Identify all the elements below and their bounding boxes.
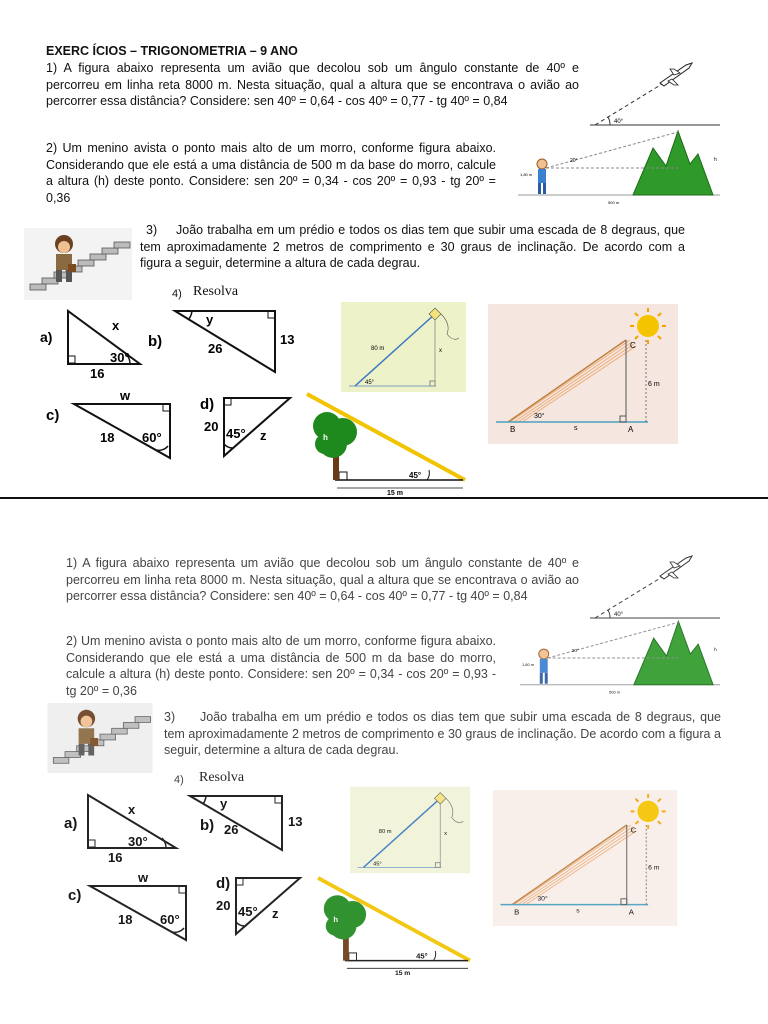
sun-figure — [488, 304, 678, 444]
hill-h-label: h — [714, 648, 717, 654]
section-divider — [0, 497, 768, 499]
question-4-number: 4) — [172, 288, 182, 300]
triangle-d-side: 20 — [204, 419, 219, 434]
sun-s-label: s — [574, 425, 578, 432]
triangle-c-hyp: 18 — [100, 430, 115, 445]
kite-angle-label: 45° — [365, 380, 375, 386]
sun-angle-label: 30° — [534, 413, 545, 420]
hill-base-label: 500 m — [608, 200, 620, 205]
tree-h-label: h — [323, 433, 328, 442]
triangle-b — [175, 311, 275, 372]
hill-figure — [518, 126, 720, 206]
question-1: 1) A figura abaixo representa um avião que decolou sob um ângulo constante de 40º e percorreu em linha reta 8000 m. Nesta situação, qual a altura que se encontrava o avião ao percorrer essa distância? Considere: sen 40º = 0,64 - cos 40º = 0,77 - tg 40º = 0,84 — [46, 61, 579, 108]
sun-b-label: B — [510, 425, 516, 434]
airplane-icon — [660, 63, 692, 86]
question-3-copy: João trabalha em um prédio e todos os dias tem que subir uma escada de 8 degraus, que tem aproximadamente 2 metros de comprimento e 30 graus de inclinação. De acordo com a figura a seguir, determine a altura de cada degrau. — [164, 710, 721, 757]
triangle-b-y: y — [220, 796, 228, 811]
question-1-copy: 1) A figura abaixo representa um avião que decolou sob um ângulo constante de 40º e percorreu em linha reta 8000 m. Nesta situação, qual a altura que se encontrava o avião ao percorrer essa distância? Considere: sen 40º = 0,64 - cos 40º = 0,77 - tg 40º = 0,84 — [66, 556, 579, 603]
kite-length-label: 80 m — [371, 346, 385, 352]
plane-angle-label: 40° — [614, 612, 624, 618]
kite-length-label: 80 m — [378, 828, 392, 835]
triangle-c-w: w — [138, 870, 149, 885]
triangle-d-label: d) — [216, 875, 231, 892]
hill-angle-label: 20° — [571, 649, 579, 655]
hill-eye-label: 1,80 m — [520, 172, 533, 177]
triangle-b-hyp: 26 — [224, 822, 239, 837]
triangle-c-angle: 60° — [160, 912, 180, 927]
triangle-d-label: d) — [200, 396, 215, 413]
page-title: EXERC ÍCIOS – TRIGONOMETRIA – 9 ANO — [46, 44, 298, 58]
sun-height-label: 6 m — [648, 381, 660, 388]
hill-base-label: 500 m — [609, 689, 621, 695]
triangle-d-z: z — [260, 428, 267, 443]
question-4: Resolva — [193, 284, 239, 299]
tree-figure — [305, 392, 467, 496]
boy-icon — [539, 649, 549, 684]
triangle-a-x: x — [128, 802, 136, 817]
triangle-c-label: c) — [46, 407, 60, 424]
triangle-b-side: 13 — [280, 332, 295, 347]
triangle-d-z: z — [272, 906, 279, 921]
sun-a-label: A — [628, 907, 634, 917]
tree-icon — [313, 412, 357, 480]
tree-base-label: 15 m — [387, 490, 403, 496]
triangle-c-angle: 60° — [142, 430, 162, 445]
triangle-b-label: b) — [200, 817, 215, 834]
sun-c-label: C — [630, 341, 636, 350]
tree-base-label: 15 m — [394, 970, 411, 976]
triangle-c-hyp: 18 — [118, 912, 133, 927]
sun-c-label: C — [630, 825, 637, 835]
sun-angle-label: 30° — [537, 895, 548, 903]
tree-icon — [324, 895, 366, 960]
airplane-figure-copy — [590, 548, 720, 623]
plane-angle-label: 40° — [614, 119, 624, 125]
sun-figure-copy — [492, 790, 678, 926]
question-3-number: 3) — [146, 223, 158, 237]
sun-a-label: A — [628, 425, 634, 434]
tree-h-label: h — [333, 915, 339, 925]
tree-angle-label: 45° — [416, 951, 428, 961]
triangle-a-label: a) — [64, 815, 78, 832]
stairs-figure — [24, 228, 132, 300]
tree-figure-copy — [316, 876, 472, 976]
airplane-icon — [660, 556, 692, 579]
triangle-a-x: x — [112, 318, 120, 333]
triangles-group — [40, 306, 300, 466]
triangle-b-label: b) — [148, 333, 163, 350]
question-3: João trabalha em um prédio e todos os dias tem que subir uma escada de 8 degraus, que tem aproximadamente 2 metros de comprimento e 30 graus de inclinação. De acordo com a figura a seguir, determine a altura de cada degrau. — [140, 223, 685, 270]
sun-height-label: 6 m — [648, 864, 660, 872]
kite-angle-label: 45° — [373, 861, 382, 868]
triangle-b-hyp: 26 — [208, 341, 223, 356]
triangles-group-copy — [60, 790, 320, 950]
airplane-figure — [590, 55, 720, 130]
triangle-d-side: 20 — [216, 898, 231, 913]
question-4-number-copy: 4) — [174, 774, 184, 786]
triangle-a-label: a) — [40, 329, 53, 345]
kite-figure — [341, 302, 466, 392]
triangle-b-side: 13 — [288, 814, 303, 829]
triangle-d-angle: 45° — [226, 426, 246, 441]
triangle-c-w: w — [120, 388, 131, 403]
triangle-a-base: 16 — [90, 366, 105, 381]
triangle-c-label: c) — [68, 887, 82, 904]
sun-b-label: B — [514, 907, 520, 917]
tree-angle-label: 45° — [409, 471, 422, 480]
triangle-a-base: 16 — [108, 850, 123, 865]
hill-h-label: h — [714, 157, 717, 163]
triangle-b-y: y — [206, 312, 214, 327]
question-4-copy: Resolva — [199, 770, 245, 785]
hill-figure-copy — [520, 616, 720, 696]
triangle-a-angle: 30° — [128, 834, 148, 849]
sun-s-label: s — [576, 907, 580, 915]
question-3-number-copy: 3) — [164, 710, 176, 724]
question-2: 2) Um menino avista o ponto mais alto de um morro, conforme figura abaixo. Considerando que ele está a uma distância de 500 m da base do morro, calcule a altura (h) deste ponto. Considere: sen 20º = 0,34 - cos 20º = 0,93 - tg 20º = 0,36 — [46, 141, 496, 205]
kite-x-label: x — [444, 830, 447, 837]
triangle-d-angle: 45° — [238, 904, 258, 919]
stairs-figure-copy — [46, 703, 154, 773]
hill-eye-label: 1,80 m — [521, 661, 535, 667]
kite-x-label: x — [439, 348, 442, 354]
hill-angle-label: 20° — [570, 158, 578, 164]
triangle-a-angle: 30° — [110, 350, 130, 365]
kite-figure-copy — [350, 786, 470, 874]
question-2-copy: 2) Um menino avista o ponto mais alto de um morro, conforme figura abaixo. Considerando que ele está a uma distância de 500 m da base do morro, calcule a altura (h) deste ponto. Considere: sen 20º = 0,34 - cos 20º = 0,93 - tg 20º = 0,36 — [66, 634, 496, 698]
